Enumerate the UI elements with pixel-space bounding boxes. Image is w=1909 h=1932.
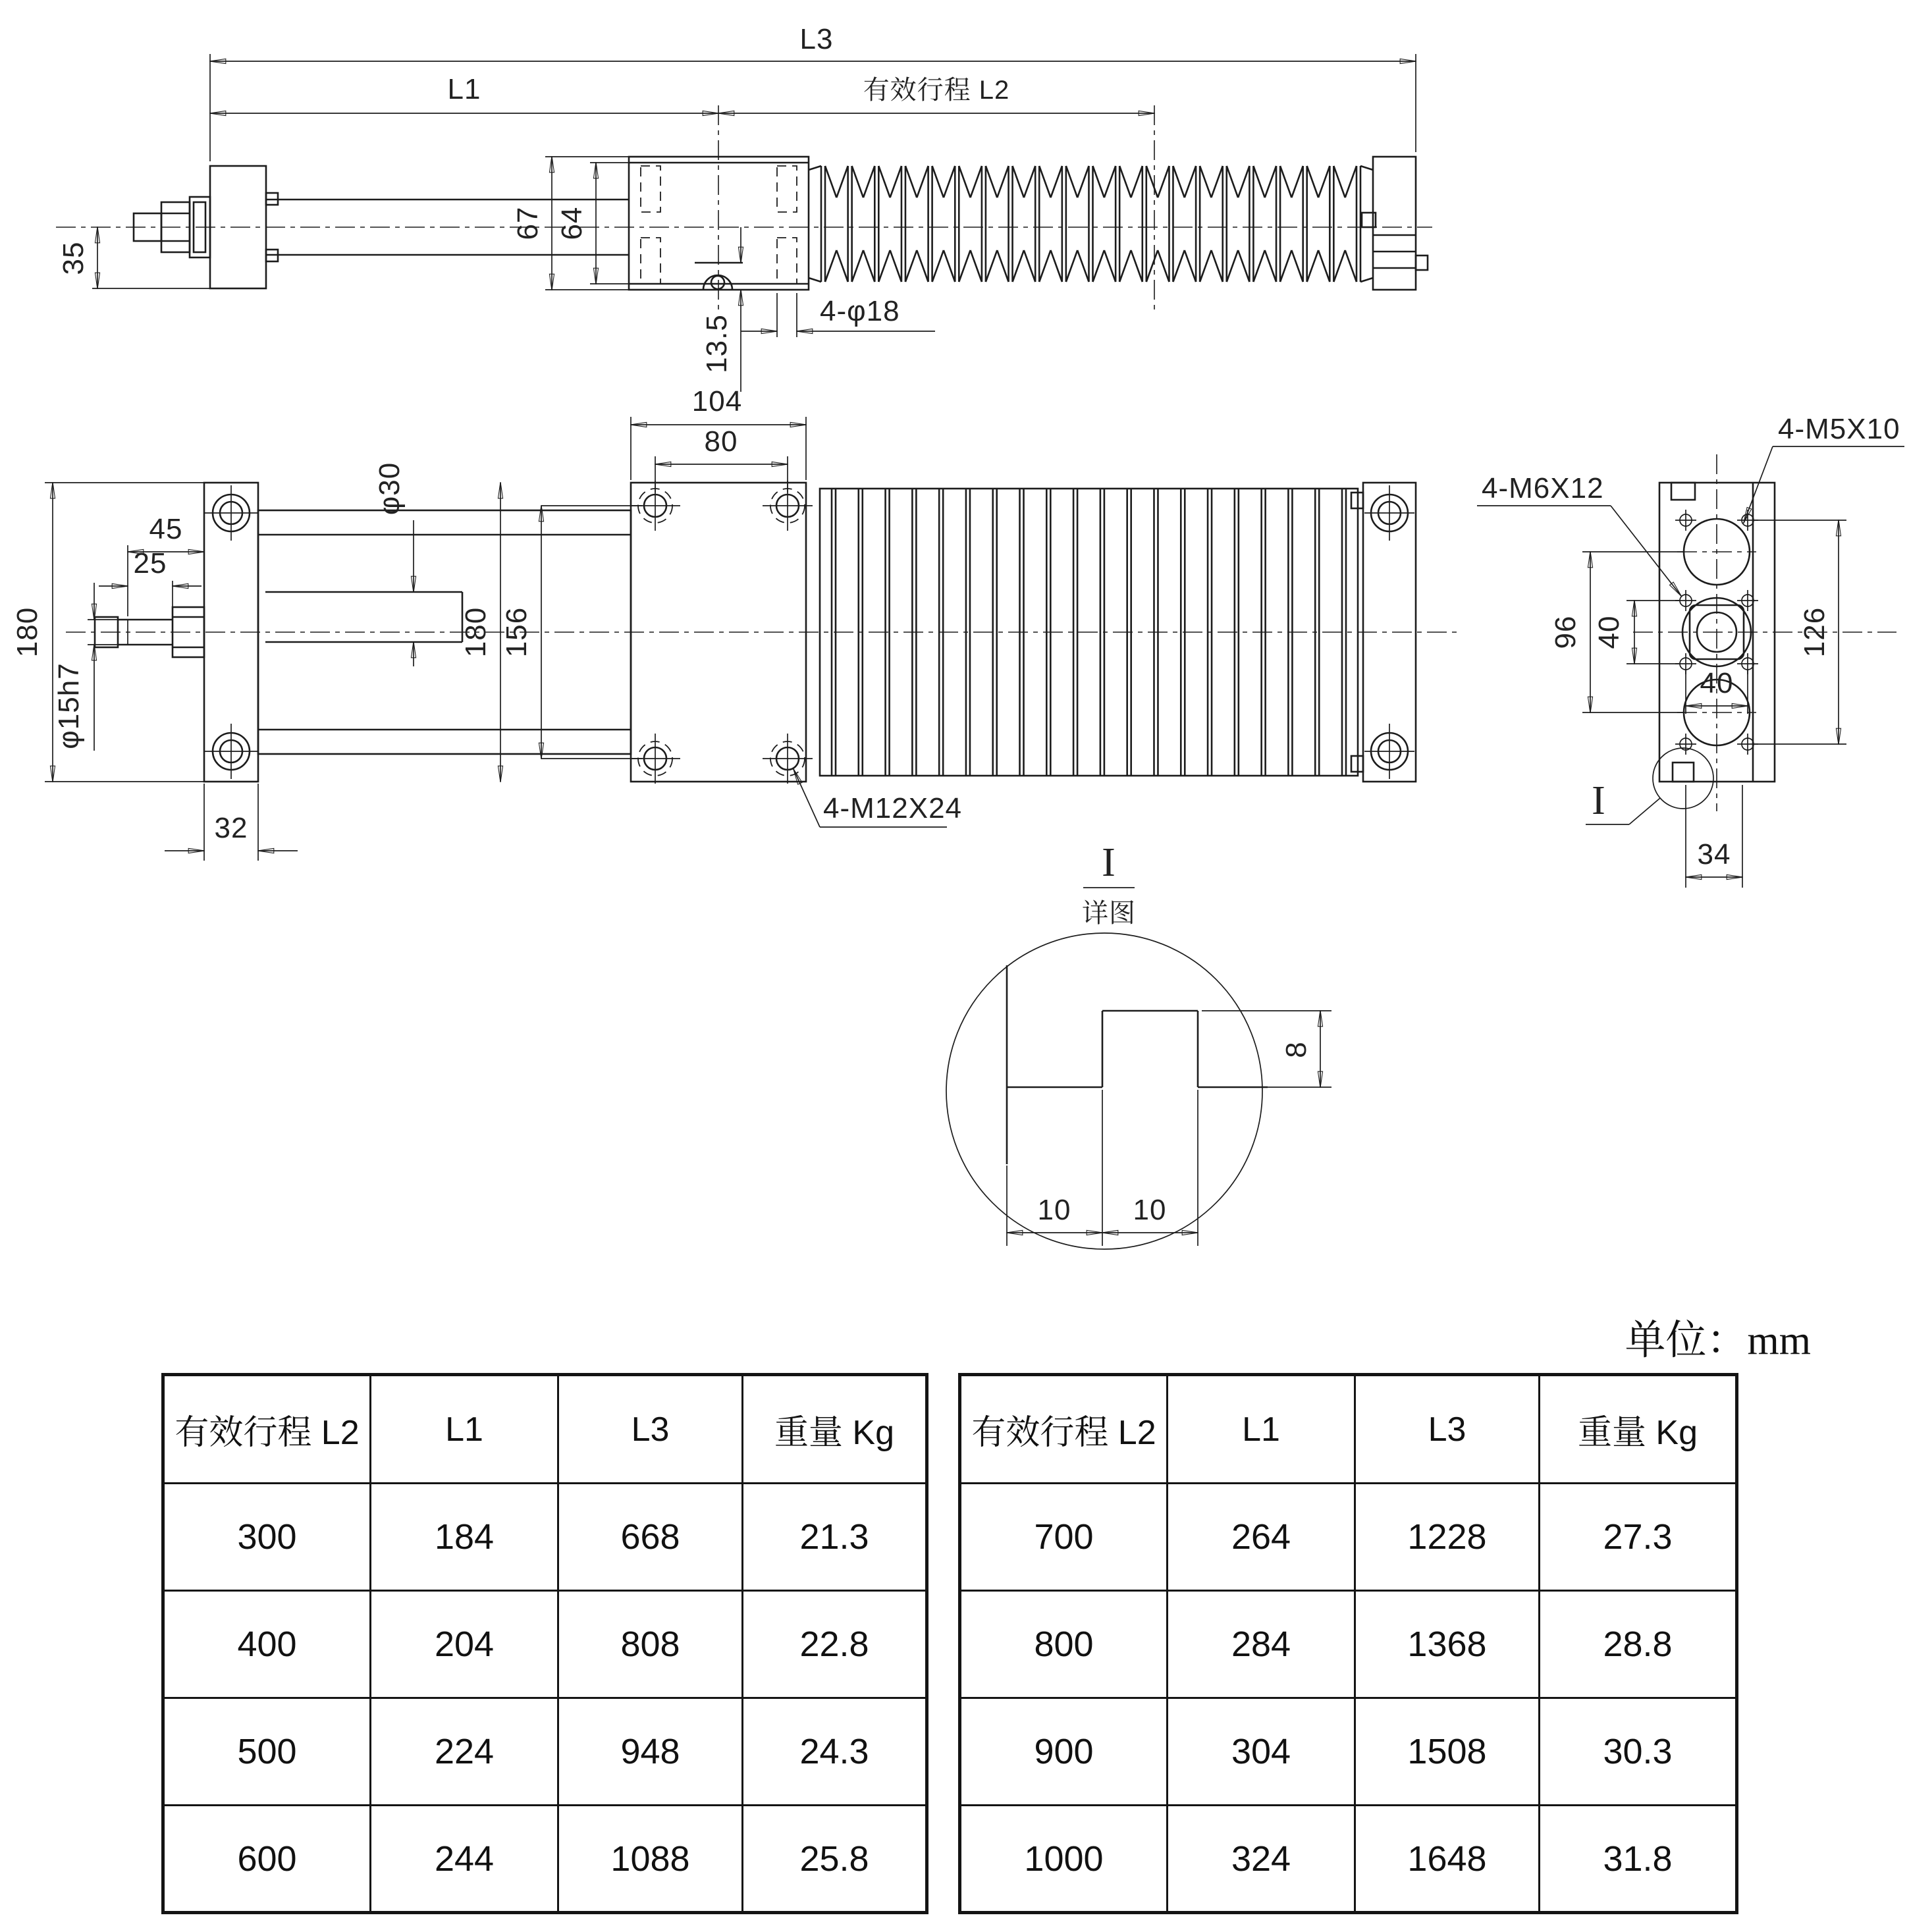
detail-title: 详图	[1082, 899, 1136, 928]
cell: 400	[163, 1591, 371, 1698]
cell: 1228	[1355, 1484, 1540, 1591]
cell: 700	[960, 1484, 1168, 1591]
cell: 284	[1168, 1591, 1355, 1698]
dim-phi30: φ30	[373, 462, 406, 516]
cell: 668	[558, 1484, 743, 1591]
side-view-dimensions	[57, 23, 1416, 392]
dim-67: 67	[512, 206, 544, 240]
col-header: L3	[1355, 1375, 1540, 1484]
dim-45: 45	[149, 513, 183, 545]
dim-phi15h7: φ15h7	[53, 662, 85, 749]
dim-80: 80	[704, 425, 738, 458]
dim-180-left: 180	[11, 606, 43, 658]
table-row	[960, 1806, 1737, 1913]
dim-13-5: 13.5	[701, 314, 733, 373]
dim-10-left: 10	[1037, 1194, 1071, 1226]
cell: 27.3	[1540, 1484, 1737, 1591]
col-header: 有效行程 L2	[163, 1375, 371, 1484]
cell: 600	[163, 1806, 371, 1913]
col-header: L1	[371, 1375, 558, 1484]
table-row	[163, 1806, 927, 1913]
dim-40-horizontal: 40	[1700, 667, 1734, 699]
dim-180: 180	[460, 606, 492, 658]
cell: 31.8	[1540, 1806, 1737, 1913]
cell: 304	[1168, 1698, 1355, 1806]
cell: 300	[163, 1484, 371, 1591]
cell: 25.8	[743, 1806, 927, 1913]
end-view-dimensions	[1477, 413, 1904, 888]
cell: 224	[371, 1698, 558, 1806]
dim-25: 25	[133, 547, 167, 579]
cell: 324	[1168, 1806, 1355, 1913]
cell: 1648	[1355, 1806, 1540, 1913]
col-header: 有效行程 L2	[960, 1375, 1168, 1484]
dim-8: 8	[1280, 1041, 1312, 1058]
dim-126: 126	[1798, 606, 1831, 658]
dim-156: 156	[500, 606, 533, 658]
cell: 1088	[558, 1806, 743, 1913]
left-spec-table	[161, 1373, 928, 1914]
side-view	[56, 23, 1432, 392]
dim-104: 104	[691, 385, 743, 417]
dim-96: 96	[1549, 615, 1582, 649]
cell: 1508	[1355, 1698, 1540, 1806]
col-header: L3	[558, 1375, 743, 1484]
cell: 800	[960, 1591, 1168, 1698]
cell: 184	[371, 1484, 558, 1591]
table-row	[960, 1484, 1737, 1591]
cell: 30.3	[1540, 1698, 1737, 1806]
col-header: 重量 Kg	[743, 1375, 927, 1484]
dim-35: 35	[57, 241, 90, 275]
detail-marker-label: I	[1592, 778, 1606, 823]
dim-4-M12X24: 4-M12X24	[823, 792, 963, 824]
dim-L1: L1	[447, 73, 481, 105]
end-cap-side	[1362, 157, 1428, 290]
unit-note: 单位：mm	[1625, 1318, 1811, 1363]
table-header-row	[163, 1375, 927, 1484]
detail-view	[946, 840, 1331, 1249]
cell: 1000	[960, 1806, 1168, 1913]
cell: 204	[371, 1591, 558, 1698]
dim-40-vertical: 40	[1593, 615, 1625, 649]
cell: 1368	[1355, 1591, 1540, 1698]
cell: 22.8	[743, 1591, 927, 1698]
cell: 264	[1168, 1484, 1355, 1591]
col-header: 重量 Kg	[1540, 1375, 1737, 1484]
dim-4-phi18: 4-φ18	[820, 295, 900, 327]
table-row	[163, 1698, 927, 1806]
cell: 500	[163, 1698, 371, 1806]
right-spec-table	[958, 1373, 1738, 1914]
table-row	[163, 1591, 927, 1698]
detail-dimensions	[1007, 1011, 1331, 1246]
cell: 808	[558, 1591, 743, 1698]
table-row	[960, 1591, 1737, 1698]
dim-64: 64	[556, 206, 588, 240]
cell: 900	[960, 1698, 1168, 1806]
cell: 21.3	[743, 1484, 927, 1591]
detail-title-marker: I	[1102, 840, 1116, 885]
cell: 948	[558, 1698, 743, 1806]
cell: 244	[371, 1806, 558, 1913]
table-header-row	[960, 1375, 1737, 1484]
dim-10-right: 10	[1133, 1194, 1167, 1226]
table-row	[163, 1484, 927, 1591]
col-header: L1	[1168, 1375, 1355, 1484]
cell: 28.8	[1540, 1591, 1737, 1698]
plan-view	[11, 385, 1459, 861]
end-view	[1477, 413, 1904, 888]
dim-4-M6X12: 4-M6X12	[1482, 472, 1604, 504]
bellows-side	[809, 166, 1373, 282]
detail-callout	[1586, 748, 1713, 824]
dim-L2-stroke: 有效行程 L2	[863, 76, 1010, 105]
dim-32: 32	[214, 812, 248, 844]
table-row	[960, 1698, 1737, 1806]
dim-4-M5X10: 4-M5X10	[1778, 413, 1900, 445]
dim-L3: L3	[799, 23, 834, 55]
cell: 24.3	[743, 1698, 927, 1806]
detail-profile	[1007, 965, 1268, 1164]
dim-34: 34	[1697, 838, 1731, 871]
